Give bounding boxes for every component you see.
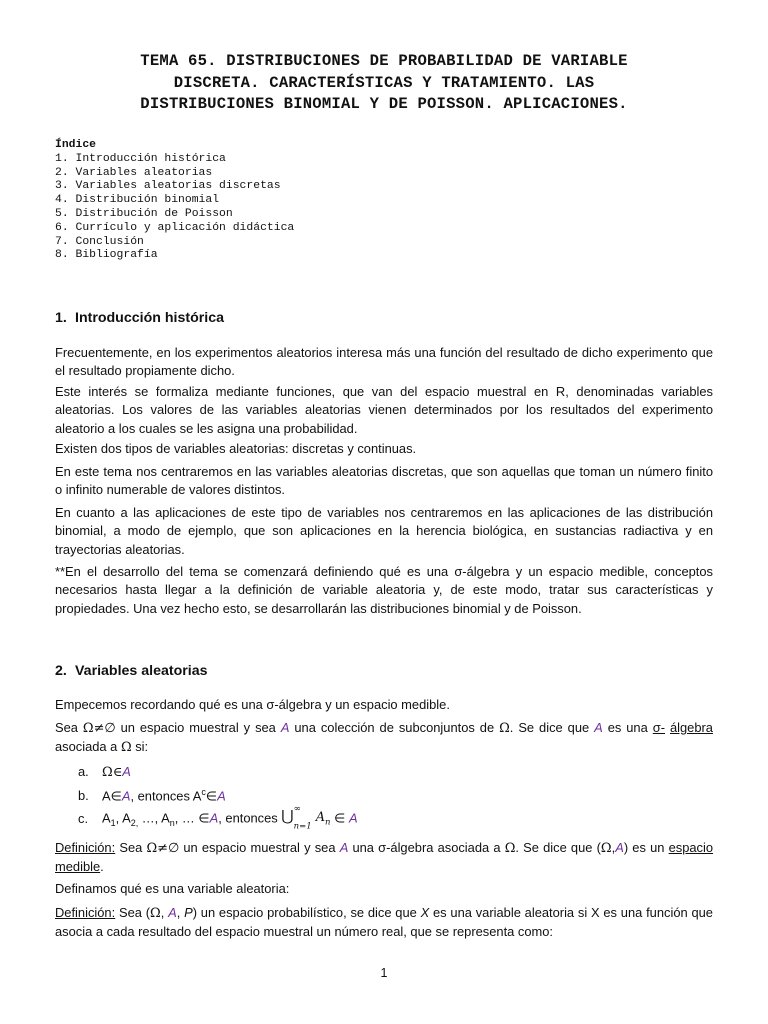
paragraph: Frecuentemente, en los experimentos aleatorios interesa más una función del resultado de dicho experimento que el resultado propiamente dicho. [55, 345, 713, 379]
text-run: , … ∈ [174, 810, 210, 826]
section-number: 1. [55, 310, 67, 326]
subscript: n [169, 818, 175, 829]
toc-item: 8. Bibliografía [55, 249, 158, 262]
paragraph: Existen dos tipos de variables aleatorias: discretas y continuas. [55, 441, 417, 456]
text-run: una colección de subconjuntos de [289, 720, 500, 735]
union-formula [281, 805, 330, 833]
math-symbol: Ω [150, 906, 161, 921]
superscript: c [201, 786, 206, 797]
math-symbol: P [184, 905, 193, 920]
section-heading [55, 662, 208, 680]
paragraph: En este tema nos centraremos en las variables aleatorias discretas, que son aquellas que toman un número finito o infinito numerable de valores distintos. [55, 464, 713, 498]
title-line: DISCRETA. CARACTERÍSTICAS Y TRATAMIENTO. LAS [173, 73, 595, 92]
math-symbol: A [594, 720, 603, 735]
text-run: , entonces A [130, 787, 202, 803]
paragraph: Empecemos recordando qué es una σ-álgebra y un espacio medible. [55, 697, 450, 712]
math-symbol: A [217, 787, 226, 803]
list-label: c. [78, 810, 89, 826]
math-symbol: A [315, 810, 326, 826]
list-item [78, 762, 358, 783]
text-run: es una [602, 720, 653, 735]
list-item [78, 805, 358, 834]
paragraph: Definamos qué es una variable aleatoria: [55, 881, 290, 896]
section-number: 2. [55, 663, 67, 679]
list-item [78, 783, 358, 806]
text-run: , entonces [218, 810, 282, 826]
math-symbol: Ω [499, 721, 510, 736]
toc-item: 4. Distribución binomial [55, 194, 220, 207]
text-run: , A [115, 810, 131, 826]
text-run: A [102, 810, 111, 826]
union-limits [294, 805, 312, 830]
text-run: …, A [138, 810, 170, 826]
text-run: si: [131, 739, 149, 755]
text-run: A∈ [102, 787, 122, 803]
math-symbol: X [420, 905, 430, 920]
underlined-term: espacio medible [55, 840, 714, 875]
text-run: , [611, 840, 616, 855]
section-title: Introducción histórica [75, 310, 224, 326]
toc-heading: Índice [55, 139, 97, 151]
subscript: n [325, 817, 331, 828]
math-symbol: A [121, 787, 131, 803]
math-symbol: Ω [504, 841, 516, 856]
math-symbol: A [122, 764, 131, 779]
random-variable-definition [55, 904, 713, 942]
union-icon: ⋃ [281, 807, 294, 826]
text-run: un espacio muestral y sea [179, 840, 340, 855]
toc-item: 1. Introducción histórica [55, 152, 226, 165]
text-run: Sea [55, 720, 83, 735]
math-symbol: A [280, 720, 290, 735]
toc-item: 6. Currículo y aplicación didáctica [55, 221, 295, 234]
text-run: es una variable aleatoria si X es una función que asocia a cada resultado del espacio muestral un número real, que se representa como: [55, 905, 713, 940]
definition-label: Definición: [55, 905, 116, 920]
subscript: 2, [130, 818, 139, 829]
text-run: ) un espacio probabilístico, se dice que [192, 905, 421, 920]
table-of-contents [55, 139, 294, 263]
measurable-space-definition [55, 839, 713, 877]
sigma-algebra-definition [55, 719, 713, 758]
section-title: Variables aleatorias [75, 663, 208, 679]
math-symbol: A [615, 840, 624, 855]
math-symbol: A [348, 810, 358, 826]
math-symbol: A [339, 840, 349, 855]
toc-item: 7. Conclusión [55, 235, 144, 248]
page-number: 1 [380, 966, 388, 980]
toc-item: 5. Distribución de Poisson [55, 207, 233, 220]
text-run: un espacio muestral y sea [115, 720, 281, 735]
text-run: . [100, 859, 104, 875]
text-run: Sea ( [115, 905, 151, 920]
definition-label: Definición: [55, 840, 116, 855]
text-run: , [176, 905, 185, 920]
math-symbol: Ω [120, 740, 132, 756]
subscript: n=1 [293, 821, 312, 832]
text-run: ) es un [623, 840, 669, 855]
text-run: una σ-álgebra asociada a [348, 840, 505, 855]
math-symbol: A [168, 905, 177, 920]
text-run: asociada a [55, 739, 121, 755]
text-run: ∈ [205, 787, 218, 803]
section-heading [55, 309, 224, 327]
math-symbol: A [209, 810, 219, 826]
text-run: ∈ [330, 810, 349, 826]
superscript: ∞ [293, 804, 301, 815]
math-symbol: Ω≠∅ [82, 721, 116, 736]
text-run: Sea [115, 840, 147, 855]
document-title [60, 51, 708, 116]
subscript: 1 [110, 818, 116, 829]
list-label: b. [78, 787, 89, 803]
title-line: TEMA 65. DISTRIBUCIONES DE PROBABILIDAD DE VARIABLE [140, 52, 628, 70]
underlined-term: σ- [652, 720, 665, 735]
math-symbol: Ω∈ [102, 765, 123, 780]
paragraph: En cuanto a las aplicaciones de este tipo de variables nos centraremos en las aplicaciones de las distribución binomial, a modo de ejemplo, que son aplicaciones en la herencia biológica, en sustancias radiactiva y en trayectorias aleatorias. [55, 505, 713, 557]
underlined-term: álgebra [669, 720, 713, 735]
math-symbol: Ω [600, 841, 612, 856]
list-label: a. [78, 764, 89, 779]
axiom-list [78, 762, 358, 834]
text-run: . Se dice que ( [515, 840, 601, 855]
toc-item: 2. Variables aleatorias [55, 166, 213, 179]
paragraph: Este interés se formaliza mediante funciones, que van del espacio muestral en R, denominadas variables aleatorias. Los valores de las variables aleatorias vienen determinados por los resultados del experimento aleatorio a los cuales se les asigna una probabilidad. [55, 384, 713, 436]
math-symbol: Ω≠∅ [146, 841, 180, 856]
paragraph: **En el desarrollo del tema se comenzará definiendo qué es una σ-álgebra y un espacio medible, conceptos necesarios hasta llegar a la definición de variable aleatoria y, de este modo, tratar sus características y propiedades. Una vez hecho esto, se desarrollarán las distribuciones binomial y de Poisson. [55, 564, 713, 616]
toc-item: 3. Variables aleatorias discretas [55, 180, 281, 193]
text-run: . Se dice que [509, 720, 595, 735]
title-line: DISTRIBUCIONES BINOMIAL Y DE POISSON. APLICACIONES. [140, 95, 628, 113]
text-run: , [160, 905, 169, 920]
